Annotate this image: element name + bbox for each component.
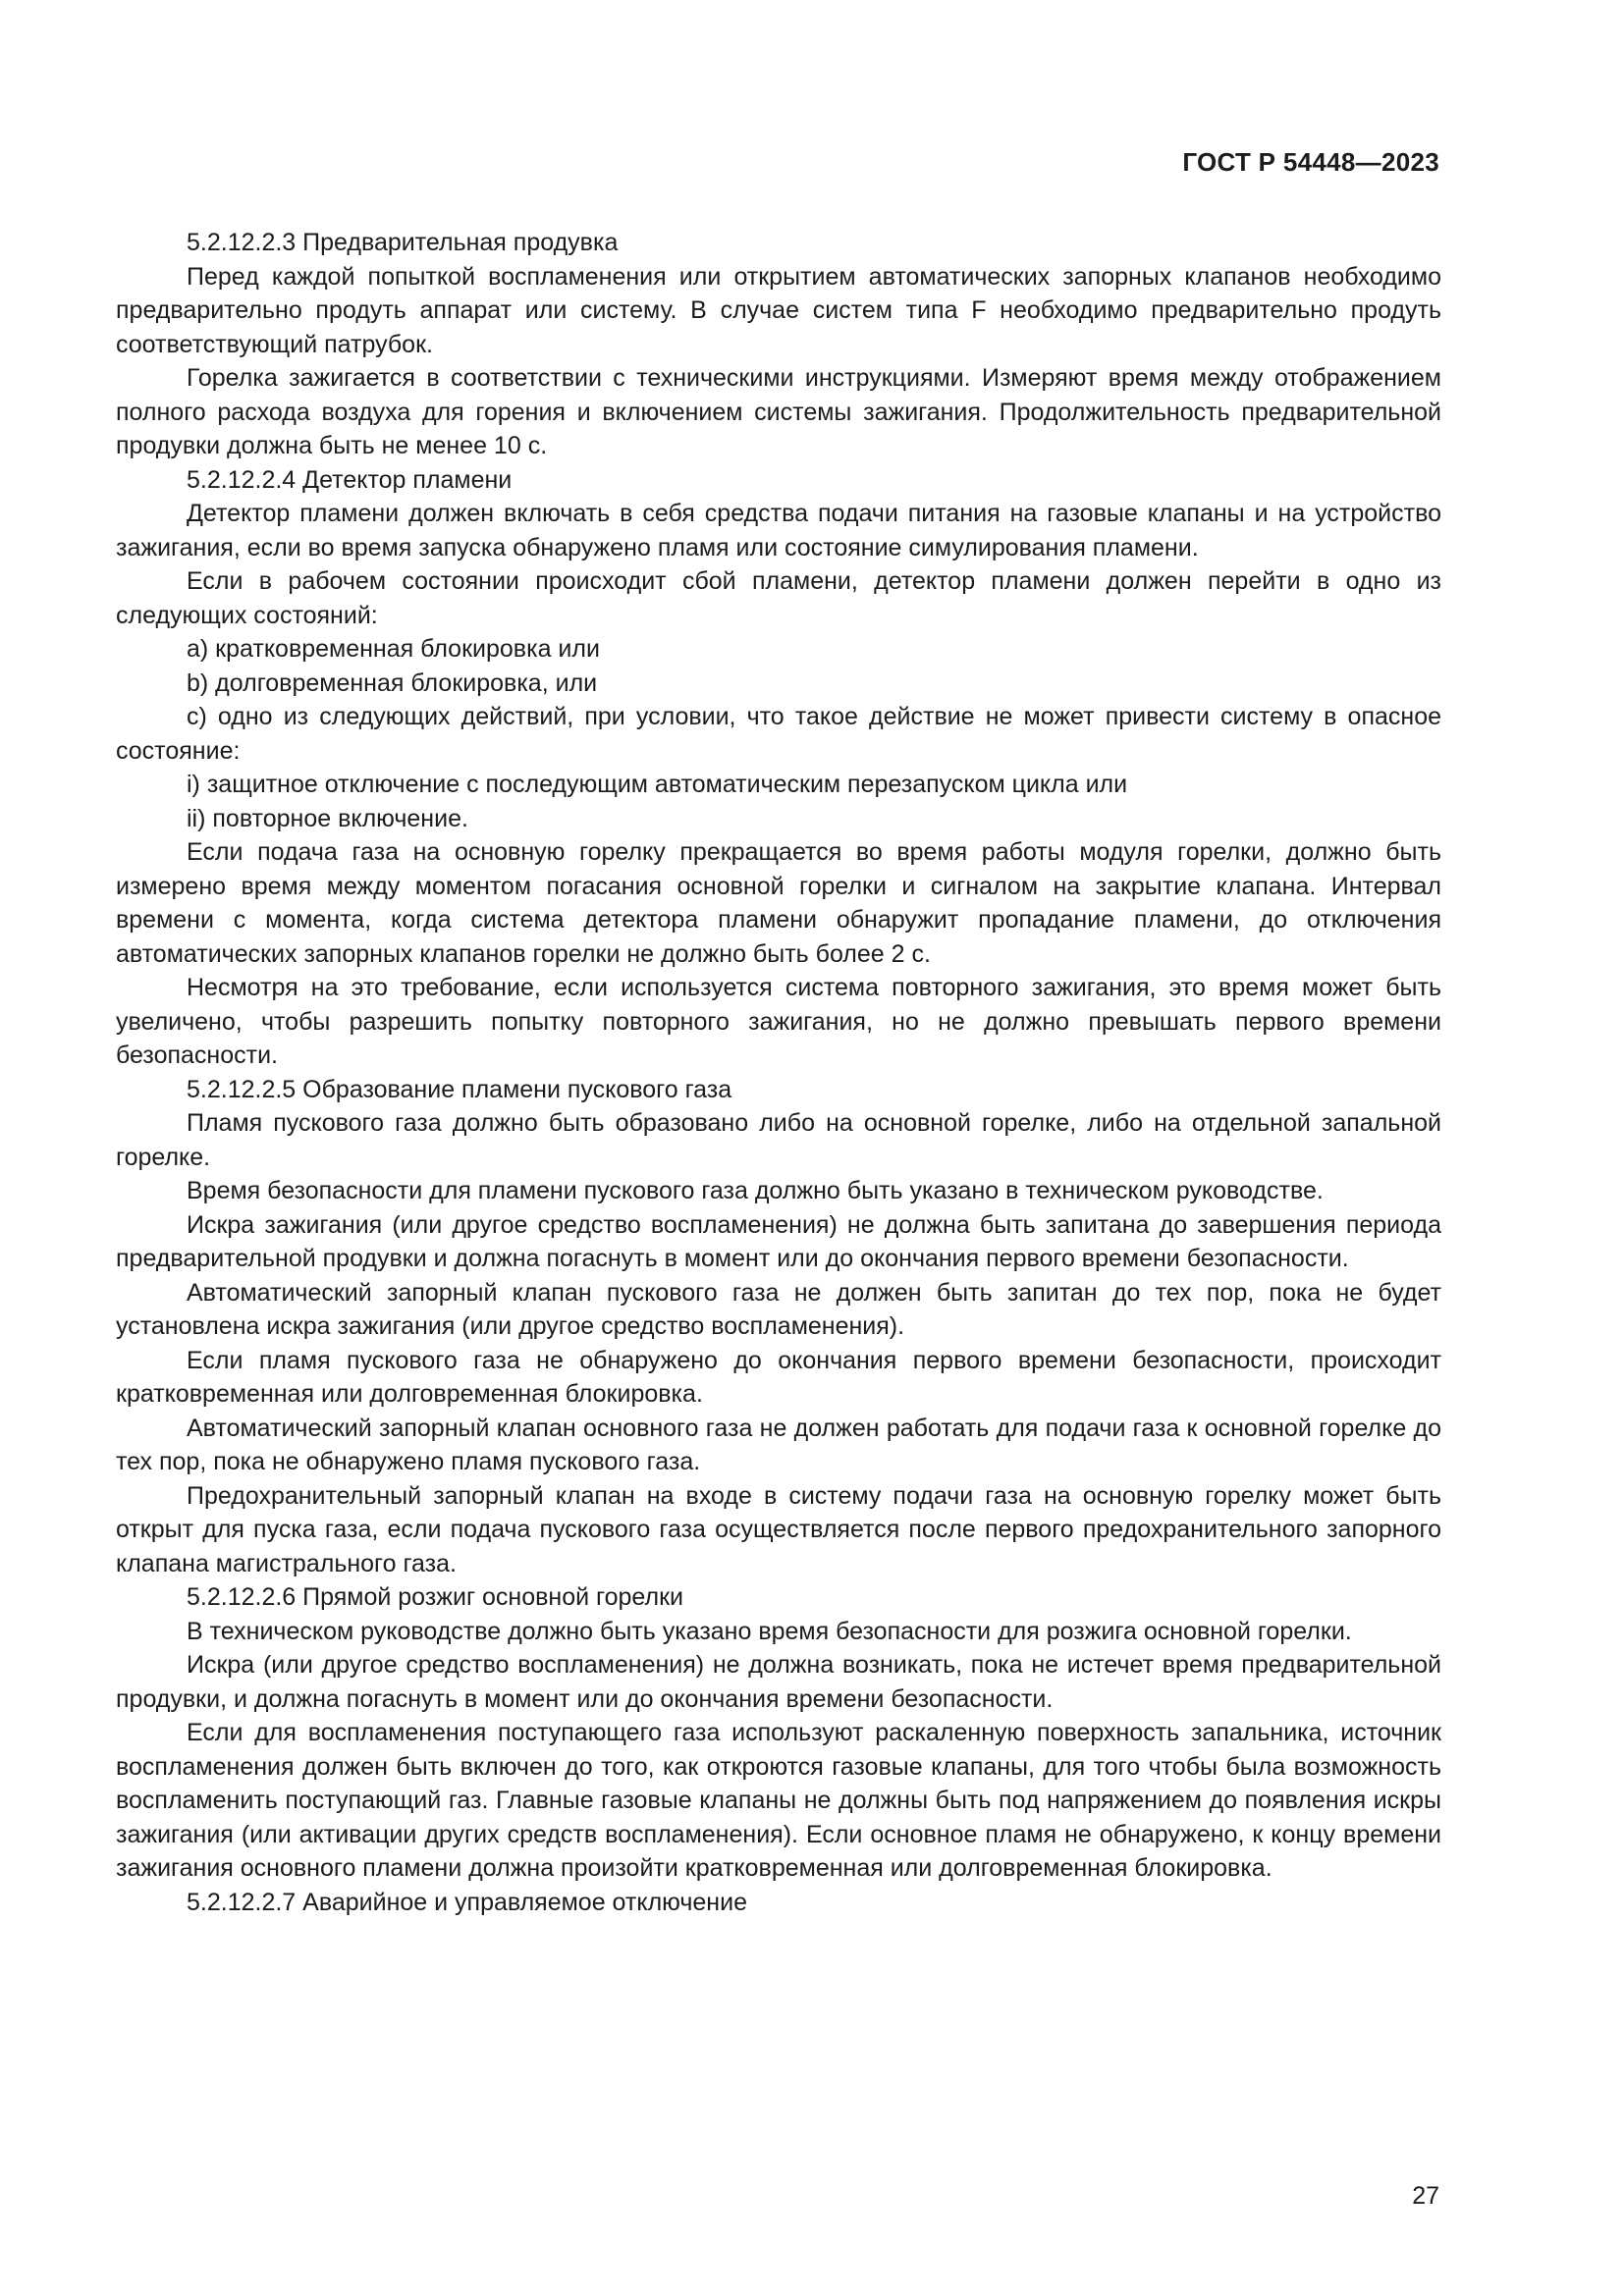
paragraph: Автоматический запорный клапан пускового газа не должен быть запитан до тех пор, пока не будет установлена искра зажигания (или другое средство воспламенения).	[116, 1278, 1441, 1340]
section-heading-5-2-12-2-6: 5.2.12.2.6 Прямой розжиг основной горелки	[187, 1583, 683, 1611]
list-item-i: i) защитное отключение с последующим автоматическим перезапуском цикла или	[187, 771, 1128, 798]
list-item-ii: ii) повторное включение.	[187, 804, 468, 832]
section-heading-5-2-12-2-3: 5.2.12.2.3 Предварительная продувка	[187, 229, 619, 256]
list-item-c: c) одно из следующих действий, при условии, что такое действие не может привести систему в опасное состояние:	[116, 703, 1441, 765]
paragraph: В техническом руководстве должно быть указано время безопасности для розжига основной горелки.	[187, 1617, 1352, 1645]
section-heading-5-2-12-2-4: 5.2.12.2.4 Детектор пламени	[187, 465, 513, 494]
paragraph: Время безопасности для пламени пускового газа должно быть указано в техническом руководстве.	[187, 1177, 1324, 1204]
paragraph: Несмотря на это требование, если используется система повторного зажигания, это время может быть увеличено, чтобы разрешить попытку повторного зажигания, но не должно превышать первого времени безопасности.	[116, 974, 1441, 1069]
list-item-a: а) кратковременная блокировка или	[187, 635, 600, 663]
page-number: 27	[1412, 2182, 1439, 2210]
paragraph: Если подача газа на основную горелку прекращается во время работы модуля горелки, должно быть измерено время между моментом погасания основной горелки и сигналом на закрытие клапана. Интервал времени с момента, когда система детектора пламени обнаружит пропадание пламени, до отключения автоматических запорных клапанов горелки не должно быть более 2 с.	[116, 838, 1441, 968]
paragraph: Пламя пускового газа должно быть образовано либо на основной горелке, либо на отдельной запальной горелке.	[116, 1109, 1441, 1171]
paragraph: Автоматический запорный клапан основного газа не должен работать для подачи газа к основной горелке до тех пор, пока не обнаружено пламя пускового газа.	[116, 1414, 1441, 1475]
list-item-b: b) долговременная блокировка, или	[187, 668, 598, 697]
paragraph: Горелка зажигается в соответствии с техническими инструкциями. Измеряют время между отображением полного расхода воздуха для горения и включением системы зажигания. Продолжительность предварительной продувки должна быть не менее 10 с.	[116, 364, 1441, 459]
paragraph: Предохранительный запорный клапан на входе в систему подачи газа на основную горелку может быть открыт для пуска газа, если подача пускового газа осуществляется после первого предохранительного запорного клапана магистрального газа.	[116, 1481, 1441, 1577]
paragraph: Детектор пламени должен включать в себя средства подачи питания на газовые клапаны и на устройство зажигания, если во время запуска обнаружено пламя или состояние симулирования пламени.	[116, 500, 1441, 561]
paragraph: Если в рабочем состоянии происходит сбой пламени, детектор пламени должен перейти в одно из следующих состояний:	[116, 567, 1441, 629]
paragraph: Искра зажигания (или другое средство воспламенения) не должна быть запитана до завершения периода предварительной продувки и должна погаснуть в момент или до окончания первого времени безопасности.	[116, 1210, 1441, 1272]
section-heading-5-2-12-2-5: 5.2.12.2.5 Образование пламени пускового газа	[187, 1075, 732, 1103]
section-heading-5-2-12-2-7: 5.2.12.2.7 Аварийное и управляемое отключение	[187, 1888, 747, 1916]
paragraph: Если для воспламенения поступающего газа используют раскаленную поверхность запальника, источник воспламенения должен быть включен до того, как откроются газовые клапаны, для того чтобы была возможность воспламенить поступающий газ. Главные газовые клапаны не должны быть под напряжением до появления искры зажигания (или активации других средств воспламенения). Если основное пламя не обнаружено, к концу времени зажигания основного пламени должна произойти кратковременная или долговременная блокировка.	[116, 1719, 1441, 1882]
paragraph: Искра (или другое средство воспламенения) не должна возникать, пока не истечет время предварительной продувки, и должна погаснуть в момент или до окончания времени безопасности.	[116, 1651, 1441, 1713]
standard-designation: ГОСТ Р 54448—2023	[1182, 147, 1439, 177]
paragraph: Если пламя пускового газа не обнаружено до окончания первого времени безопасности, происходит кратковременная или долговременная блокировка.	[116, 1346, 1441, 1408]
document-body	[116, 226, 1441, 1919]
paragraph: Перед каждой попыткой воспламенения или открытием автоматических запорных клапанов необходимо предварительно продуть аппарат или систему. В случае систем типа F необходимо предварительно продуть соответствующий патрубок.	[116, 262, 1441, 358]
